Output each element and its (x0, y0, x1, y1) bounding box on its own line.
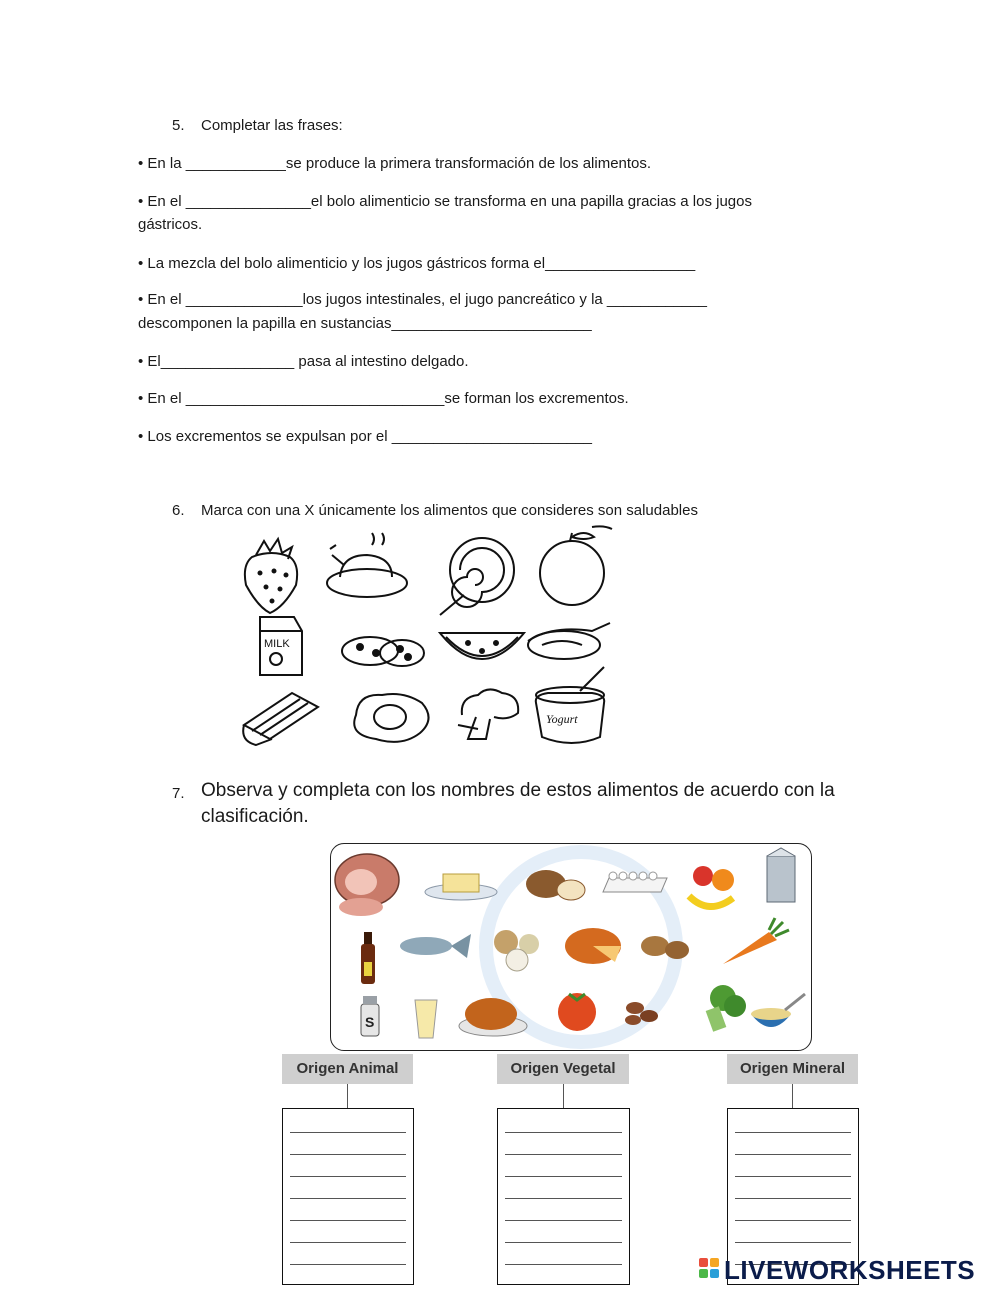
category-vegetal-header: Origen Vegetal (497, 1054, 629, 1084)
fruit-bowl-icon[interactable] (689, 866, 734, 907)
roast-chicken-icon[interactable] (327, 533, 407, 597)
oil-bottle-icon[interactable] (361, 932, 375, 984)
q5-sentence-2: • En el _______________el bolo alimenticio se transforma en una papilla gracias a los jugos (138, 193, 752, 210)
liveworksheets-logo-text: LIVEWORKSHEETS (724, 1255, 976, 1285)
answer-blank[interactable] (735, 1132, 851, 1133)
category-animal-header: Origen Animal (282, 1054, 413, 1084)
q5-sentence-4-cont: descomponen la papilla en sustancias________________________ (138, 315, 592, 332)
yogurt-cup-icon[interactable] (536, 667, 605, 743)
connector-line (792, 1084, 793, 1109)
answer-blank[interactable] (505, 1176, 622, 1177)
answer-blank[interactable] (735, 1220, 851, 1221)
q5-sentence-2-cont: gástricos. (138, 216, 203, 233)
answer-blank[interactable] (735, 1154, 851, 1155)
liveworksheets-logo-icon (699, 1258, 721, 1284)
answer-blank[interactable] (735, 1176, 851, 1177)
butter-icon[interactable] (425, 874, 497, 900)
fried-egg-icon[interactable] (354, 694, 428, 742)
q6-number: 6. (172, 502, 185, 519)
orange-icon[interactable] (540, 526, 612, 605)
answer-blank[interactable] (735, 1242, 851, 1243)
strawberry-icon[interactable] (245, 539, 297, 613)
carrot-icon[interactable] (723, 918, 789, 964)
milk-box-icon[interactable] (767, 848, 795, 902)
broccoli-icon[interactable] (458, 689, 518, 739)
answer-blank[interactable] (505, 1264, 622, 1265)
answer-blank[interactable] (505, 1154, 622, 1155)
answer-blank[interactable] (505, 1132, 622, 1133)
milk-label: MILK (264, 638, 290, 650)
cookies-icon[interactable] (342, 637, 424, 666)
bread-loaf-icon[interactable] (526, 870, 585, 900)
q5-title: Completar las frases: (201, 117, 343, 134)
watermelon-slice-icon[interactable] (440, 633, 524, 659)
q5-sentence-7: • Los excrementos se expulsan por el ________________________ (138, 428, 592, 445)
answer-blank[interactable] (290, 1154, 406, 1155)
cereal-bowl-icon[interactable] (751, 994, 805, 1027)
q7-title-line1: Observa y completa con los nombres de estos alimentos de acuerdo con la (201, 780, 835, 801)
fish-icon[interactable] (400, 934, 471, 958)
ham-icon[interactable] (335, 854, 399, 916)
q5-sentence-5: • El________________ pasa al intestino delgado. (138, 353, 469, 370)
connector-line (347, 1084, 348, 1109)
fried-fish-icon[interactable] (528, 623, 610, 659)
juice-glass-icon[interactable] (415, 1000, 437, 1038)
q6-title: Marca con una X únicamente los alimentos que consideres son saludables (201, 502, 698, 519)
answer-blank[interactable] (290, 1242, 406, 1243)
answer-blank[interactable] (290, 1132, 406, 1133)
yogurt-label: Yogurt (546, 712, 578, 726)
answer-blank[interactable] (505, 1220, 622, 1221)
eggs-carton-icon[interactable] (603, 872, 667, 892)
answer-blank[interactable] (290, 1264, 406, 1265)
salt-label: S (365, 1014, 375, 1030)
bread-slices-icon[interactable] (243, 693, 318, 745)
food-images-box (330, 843, 812, 1051)
cheese-icon[interactable] (565, 928, 621, 964)
answer-blank[interactable] (505, 1242, 622, 1243)
q7-number: 7. (172, 785, 185, 802)
answer-blank[interactable] (505, 1198, 622, 1199)
food-images (331, 844, 811, 1050)
onions-garlic-icon[interactable] (494, 930, 539, 971)
answer-blank[interactable] (290, 1220, 406, 1221)
answer-blank[interactable] (290, 1176, 406, 1177)
q5-sentence-1: • En la ____________se produce la primera transformación de los alimentos. (138, 155, 652, 172)
category-mineral-header: Origen Mineral (727, 1054, 858, 1084)
lollipop-icon[interactable] (440, 538, 514, 615)
category-animal-box (282, 1108, 414, 1285)
milk-carton-icon[interactable] (260, 617, 302, 675)
q5-number: 5. (172, 117, 185, 134)
tomato-icon[interactable] (558, 993, 596, 1031)
q5-sentence-3: • La mezcla del bolo alimenticio y los jugos gástricos forma el__________________ (138, 255, 696, 272)
connector-line (563, 1084, 564, 1109)
healthy-foods-grid (232, 525, 622, 755)
q5-sentence-6: • En el _______________________________se forman los excrementos. (138, 390, 629, 407)
answer-blank[interactable] (735, 1198, 851, 1199)
q7-title-line2: clasificación. (201, 806, 309, 827)
answer-blank[interactable] (290, 1198, 406, 1199)
q5-sentence-4: • En el ______________los jugos intestinales, el jugo pancreático y la ____________ (138, 291, 708, 308)
broccoli-color-icon[interactable] (706, 985, 746, 1032)
category-vegetal-box (497, 1108, 630, 1285)
salt-shaker-icon[interactable] (361, 996, 379, 1036)
